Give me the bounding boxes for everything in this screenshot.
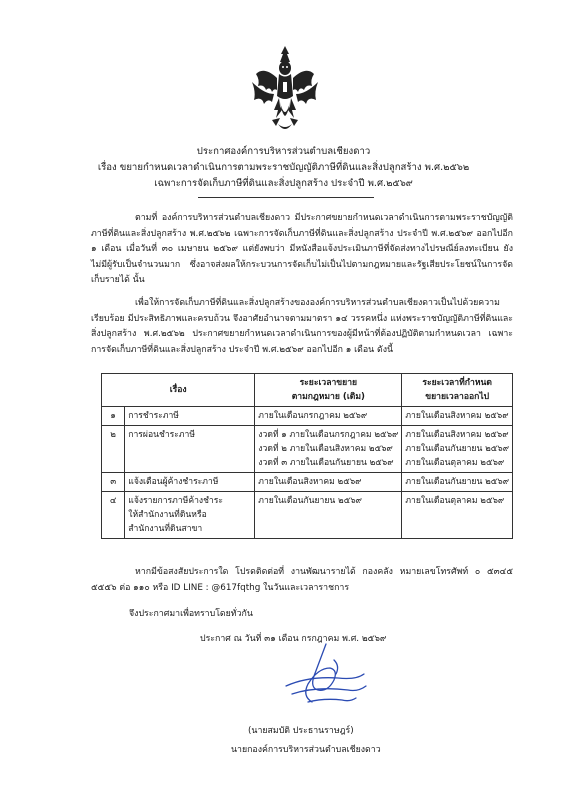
schedule-table [101,373,513,539]
row-number: ๓ [102,473,125,492]
row-extended-period [402,407,513,426]
row-number: ๑ [102,407,125,426]
header-extended-l2: ขยายเวลาออกไป [425,392,490,402]
paragraph-1-text: ตามที่ องค์การบริหารส่วนตำบลเชียงดาว มีประกาศขยายกำหนดเวลาดำเนินการตามพระราชบัญญัติภาษีที่ดินและสิ่งปลูกสร้าง พ.ศ.๒๕๖๒ เฉพาะการจัดเก็บภาษีที่ดินและสิ่งปลูกสร้าง ประจำปี พ.ศ.๒๕๖๙ ออกไปอีก ๑ เดือน เมื่อวันที่ ๓๐ เมษายน ๒๕๖๙ แต่ยังพบว่า มีหนังสือแจ้งประเมินภาษีที่จัดส่งทางไปรษณีย์ลงทะเบียน ยังไม่มีผู้รับเป็นจำนวนมาก ซึ่งอาจส่งผลให้กระบวนการจัดเก็บไม่เป็นไปตามกฎหมายและรัฐเสียประโยชน์ในการจัดเก็บรายได้ นั้น [91,213,513,285]
header-extended-l1: ระยะเวลาที่กำหนด [422,378,492,388]
row-number: ๒ [102,426,125,473]
announcement-org: ประกาศองค์การบริหารส่วนตำบลเชียงดาว [196,146,371,157]
header-original-period [255,374,402,407]
row-original-line: งวดที่ ๑ ภายในเดือนกรกฎาคม ๒๕๖๙ [258,430,399,440]
row-extended-line: ภายในเดือนกันยายน ๒๕๖๙ [405,477,509,487]
row-topic-line: แจ้งรายการภาษีค้างชำระ [128,496,223,506]
row-topic [125,492,255,539]
row-topic-line: การผ่อนชำระภาษี [128,430,196,440]
paragraph-contact [91,565,513,596]
row-number: ๔ [102,492,125,539]
row-extended-line: ภายในเดือนกันยายน ๒๕๖๙ [405,444,509,454]
signer-title: นายกองค์การบริหารส่วนตำบลเชียงดาว [231,745,381,755]
row-extended-period [402,473,513,492]
row-topic [125,473,255,492]
row-topic-line: แจ้งเตือนผู้ค้างชำระภาษี [128,477,219,487]
paragraph-1 [91,211,513,289]
closing-line: จึงประกาศมาเพื่อทราบโดยทั่วกัน [129,609,253,619]
table-header-row [102,374,513,407]
row-extended-period [402,426,513,473]
row-original-line: งวดที่ ๒ ภายในเดือนสิงหาคม ๒๕๖๙ [258,444,393,454]
row-topic [125,407,255,426]
row-original-line: งวดที่ ๓ ภายในเดือนกันยายน ๒๕๖๙ [258,458,394,468]
header-original-l2: ตามกฎหมาย (เดิม) [291,392,365,402]
announcement-date: ประกาศ ณ วันที่ ๓๑ เดือน กรกฎาคม พ.ศ. ๒๕๖๙ [200,634,387,644]
table-row [102,407,513,426]
header-extended-period [402,374,513,407]
row-topic [125,426,255,473]
row-topic-line: ให้สำนักงานที่ดินหรือ [128,510,207,520]
paragraph-2 [91,296,513,358]
paragraph-2-text: เพื่อให้การจัดเก็บภาษีที่ดินและสิ่งปลูกสร้างขององค์การบริหารส่วนตำบลเชียงดาวเป็นไปด้วยความเรียบร้อย มีประสิทธิภาพและครบถ้วน จึงอาศัยอำนาจตามมาตรา ๑๔ วรรคหนึ่ง แห่งพระราชบัญญัติภาษีที่ดินและสิ่งปลูกสร้าง พ.ศ.๒๕๖๒ ประกาศขยายกำหนดเวลาดำเนินการของผู้มีหน้าที่ต้องปฏิบัติตามกำหนดเวลา เฉพาะการจัดเก็บภาษีที่ดินและสิ่งปลูกสร้าง ประจำปี พ.ศ.๒๕๖๙ ออกไปอีก ๑ เดือน ดังนี้ [91,298,513,355]
table-row [102,473,513,492]
row-extended-line: ภายในเดือนตุลาคม ๒๕๖๙ [405,496,505,506]
header-original-l1: ระยะเวลาขยาย [299,378,358,388]
row-extended-line: ภายในเดือนสิงหาคม ๒๕๖๙ [405,430,509,440]
signer-name: (นายสมบัติ ประธานราษฎร์) [248,726,354,736]
garuda-emblem-icon [250,44,320,136]
announcement-subject-line1: เรื่อง ขยายกำหนดเวลาดำเนินการตามพระราชบัญญัติภาษีที่ดินและสิ่งปลูกสร้าง พ.ศ.๒๕๖๒ [97,162,470,173]
table-row [102,426,513,473]
row-topic-line: สำนักงานที่ดินสาขา [128,524,203,534]
row-original-line: ภายในเดือนสิงหาคม ๒๕๖๙ [258,477,362,487]
row-original-line: ภายในเดือนกรกฎาคม ๒๕๖๙ [258,411,368,421]
row-original-line: ภายในเดือนกันยายน ๒๕๖๙ [258,496,362,506]
row-original-period [255,473,402,492]
row-extended-line: ภายในเดือนสิงหาคม ๒๕๖๙ [405,411,509,421]
announcement-subject-line2: เฉพาะการจัดเก็บภาษีที่ดินและสิ่งปลูกสร้าง ประจำปี พ.ศ.๒๕๖๙ [154,178,413,189]
row-extended-period [402,492,513,539]
row-original-period [255,426,402,473]
title-divider [198,197,374,198]
handwritten-signature [268,640,378,716]
paragraph-contact-text: หากมีข้อสงสัยประการใด โปรดติดต่อที่ งานพัฒนารายได้ กองคลัง หมายเลขโทรศัพท์ ๐ ๕๓๔๕ ๕๕๕๖ ต่อ ๑๑๐ หรือ ID LINE : @617fqthg ในวันและเวลาราชการ [91,567,513,593]
row-topic-line: การชำระภาษี [128,411,179,421]
row-original-period [255,407,402,426]
row-extended-line: ภายในเดือนตุลาคม ๒๕๖๙ [405,458,505,468]
header-topic: เรื่อง [102,374,255,407]
row-original-period [255,492,402,539]
table-row [102,492,513,539]
